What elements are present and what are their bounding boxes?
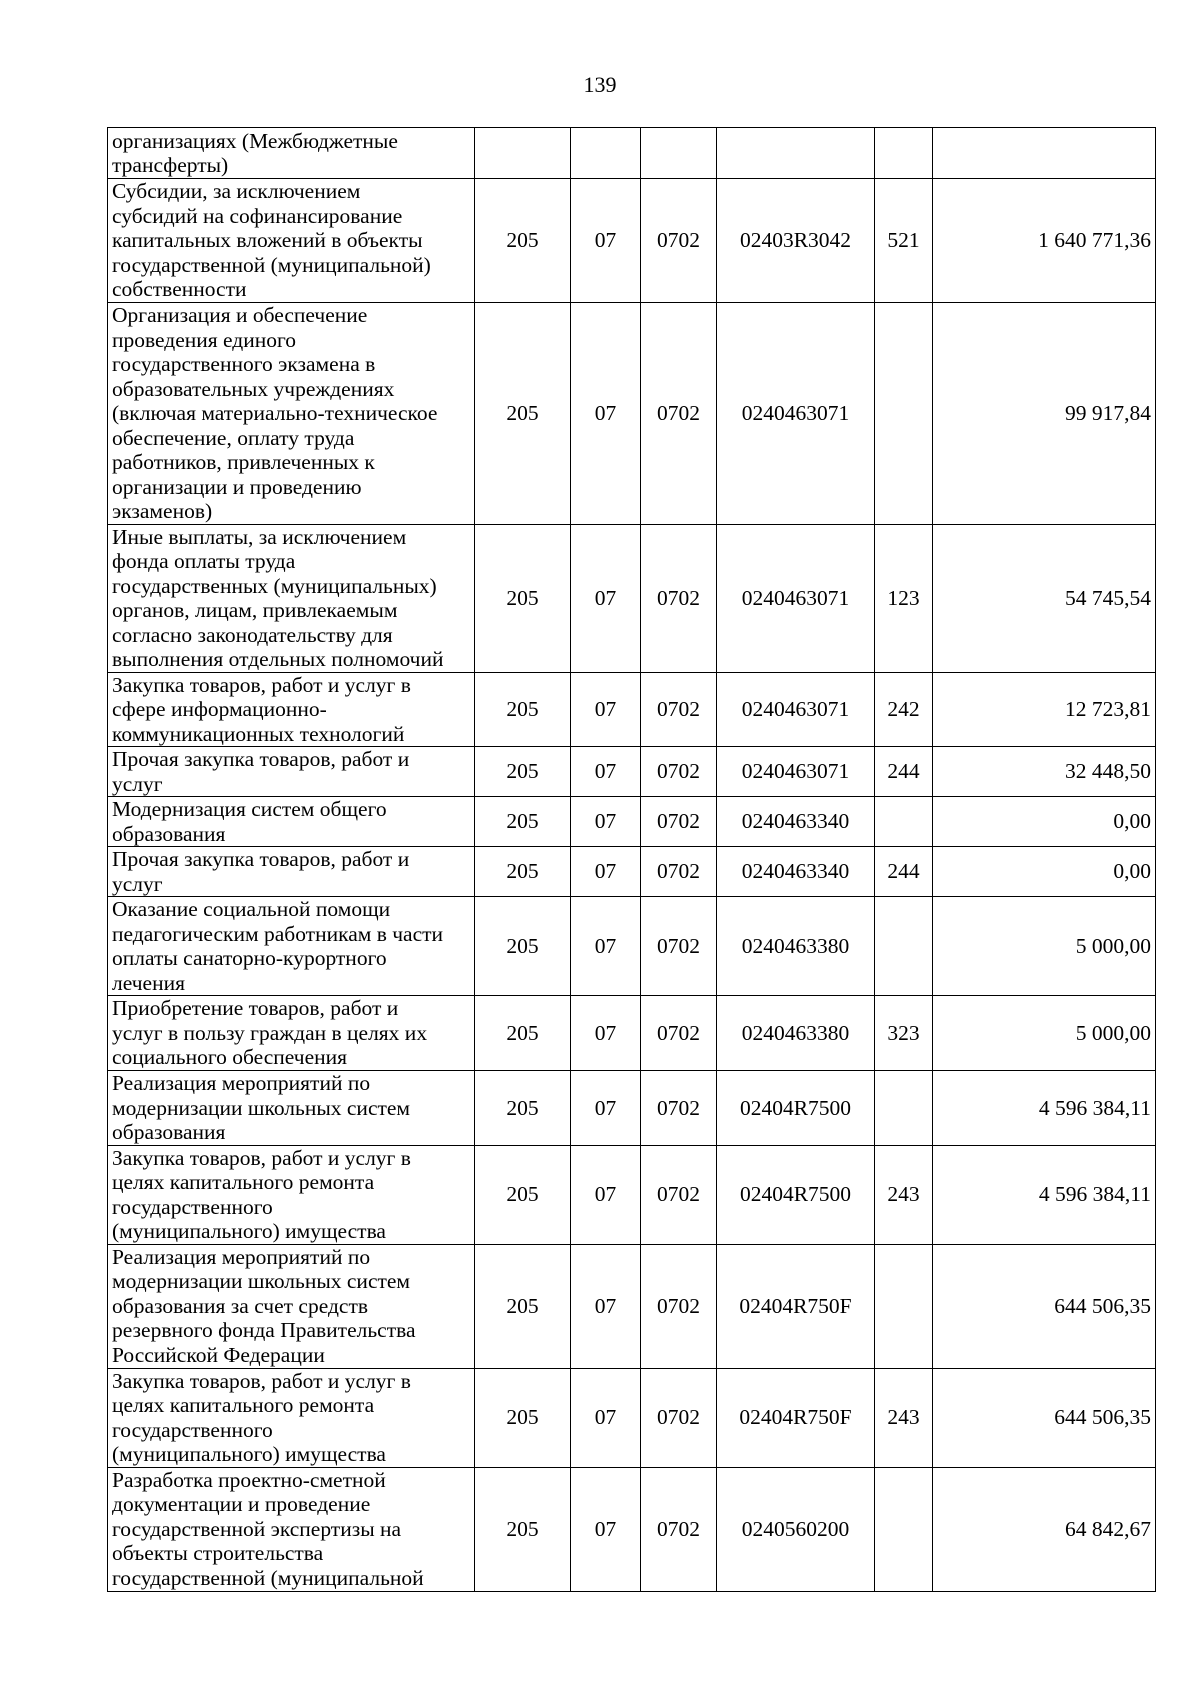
row-vid xyxy=(875,1071,933,1146)
row-section: 07 xyxy=(571,747,641,797)
row-grbs: 205 xyxy=(475,747,571,797)
row-section: 07 xyxy=(571,672,641,747)
row-section: 07 xyxy=(571,897,641,996)
row-vid: 242 xyxy=(875,672,933,747)
row-grbs: 205 xyxy=(475,996,571,1071)
table-row xyxy=(108,1244,1156,1368)
row-subsection: 0702 xyxy=(641,1244,717,1368)
table-row xyxy=(108,524,1156,672)
row-sum: 32 448,50 xyxy=(933,747,1156,797)
table-row xyxy=(108,672,1156,747)
row-section: 07 xyxy=(571,1071,641,1146)
row-vid xyxy=(875,1467,933,1591)
row-target: 02404R750F xyxy=(717,1368,875,1467)
row-name: Модернизация систем общего образования xyxy=(108,797,475,847)
row-subsection: 0702 xyxy=(641,179,717,303)
row-section: 07 xyxy=(571,1244,641,1368)
row-vid: 243 xyxy=(875,1368,933,1467)
row-target: 0240463340 xyxy=(717,847,875,897)
row-name: Закупка товаров, работ и услуг в целях капитального ремонта государственного (муниципального) имущества xyxy=(108,1368,475,1467)
row-section: 07 xyxy=(571,847,641,897)
row-grbs: 205 xyxy=(475,524,571,672)
row-sum: 64 842,67 xyxy=(933,1467,1156,1591)
row-target: 02403R3042 xyxy=(717,179,875,303)
row-subsection: 0702 xyxy=(641,996,717,1071)
row-grbs: 205 xyxy=(475,672,571,747)
row-vid xyxy=(875,1244,933,1368)
row-vid: 244 xyxy=(875,747,933,797)
row-subsection: 0702 xyxy=(641,524,717,672)
row-name: Приобретение товаров, работ и услуг в пользу граждан в целях их социального обеспечения xyxy=(108,996,475,1071)
row-section: 07 xyxy=(571,524,641,672)
row-target: 0240463071 xyxy=(717,524,875,672)
row-vid xyxy=(875,303,933,525)
table-row xyxy=(108,179,1156,303)
row-subsection: 0702 xyxy=(641,672,717,747)
table-row xyxy=(108,1368,1156,1467)
row-sum: 0,00 xyxy=(933,797,1156,847)
row-sum: 4 596 384,11 xyxy=(933,1145,1156,1244)
row-target: 02404R7500 xyxy=(717,1145,875,1244)
table-row xyxy=(108,1071,1156,1146)
table-row xyxy=(108,303,1156,525)
row-subsection: 0702 xyxy=(641,797,717,847)
row-grbs: 205 xyxy=(475,797,571,847)
row-name: Закупка товаров, работ и услуг в целях капитального ремонта государственного (муниципального) имущества xyxy=(108,1145,475,1244)
table-row xyxy=(108,128,1156,179)
row-grbs: 205 xyxy=(475,1145,571,1244)
row-grbs: 205 xyxy=(475,303,571,525)
row-grbs: 205 xyxy=(475,1368,571,1467)
row-grbs: 205 xyxy=(475,897,571,996)
page-number: 139 xyxy=(583,72,617,97)
row-sum: 54 745,54 xyxy=(933,524,1156,672)
row-sum: 644 506,35 xyxy=(933,1368,1156,1467)
row-name: Субсидии, за исключением субсидий на софинансирование капитальных вложений в объекты государственной (муниципальной) собственности xyxy=(108,179,475,303)
row-grbs xyxy=(475,128,571,179)
row-target: 0240463071 xyxy=(717,747,875,797)
row-section xyxy=(571,128,641,179)
row-vid: 123 xyxy=(875,524,933,672)
table-row xyxy=(108,1145,1156,1244)
row-name: Реализация мероприятий по модернизации школьных систем образования за счет средств резервного фонда Правительства Российской Федерации xyxy=(108,1244,475,1368)
row-target: 0240463340 xyxy=(717,797,875,847)
row-grbs: 205 xyxy=(475,1071,571,1146)
row-vid: 521 xyxy=(875,179,933,303)
table-row xyxy=(108,996,1156,1071)
row-grbs: 205 xyxy=(475,179,571,303)
row-sum: 0,00 xyxy=(933,847,1156,897)
row-section: 07 xyxy=(571,797,641,847)
row-name: Организация и обеспечение проведения единого государственного экзамена в образовательных учреждениях (включая материально-техническое обеспечение, оплату труда работников, привлеченных к организации и проведению экзаменов) xyxy=(108,303,475,525)
row-name: Реализация мероприятий по модернизации школьных систем образования xyxy=(108,1071,475,1146)
table-row xyxy=(108,797,1156,847)
row-vid: 243 xyxy=(875,1145,933,1244)
row-subsection: 0702 xyxy=(641,303,717,525)
row-target: 0240463380 xyxy=(717,996,875,1071)
row-subsection: 0702 xyxy=(641,897,717,996)
row-target: 02404R7500 xyxy=(717,1071,875,1146)
row-sum: 4 596 384,11 xyxy=(933,1071,1156,1146)
row-name: организациях (Межбюджетные трансферты) xyxy=(108,128,475,179)
row-target: 0240463380 xyxy=(717,897,875,996)
row-grbs: 205 xyxy=(475,847,571,897)
row-target xyxy=(717,128,875,179)
table-row xyxy=(108,897,1156,996)
row-vid: 323 xyxy=(875,996,933,1071)
row-vid xyxy=(875,897,933,996)
row-section: 07 xyxy=(571,179,641,303)
table-row xyxy=(108,747,1156,797)
row-sum xyxy=(933,128,1156,179)
row-target: 02404R750F xyxy=(717,1244,875,1368)
row-sum: 99 917,84 xyxy=(933,303,1156,525)
row-sum: 644 506,35 xyxy=(933,1244,1156,1368)
row-vid: 244 xyxy=(875,847,933,897)
row-name: Иные выплаты, за исключением фонда оплаты труда государственных (муниципальных) органов, лицам, привлекаемым согласно законодательству для выполнения отдельных полномочий xyxy=(108,524,475,672)
row-target: 0240463071 xyxy=(717,672,875,747)
table-row xyxy=(108,847,1156,897)
row-section: 07 xyxy=(571,1368,641,1467)
row-grbs: 205 xyxy=(475,1244,571,1368)
row-section: 07 xyxy=(571,996,641,1071)
row-section: 07 xyxy=(571,1145,641,1244)
row-subsection xyxy=(641,128,717,179)
row-name: Закупка товаров, работ и услуг в сфере информационно- коммуникационных технологий xyxy=(108,672,475,747)
row-vid xyxy=(875,797,933,847)
row-subsection: 0702 xyxy=(641,1071,717,1146)
row-vid xyxy=(875,128,933,179)
row-name: Разработка проектно-сметной документации и проведение государственной экспертизы на объекты строительства государственной (муниципальной xyxy=(108,1467,475,1591)
row-sum: 1 640 771,36 xyxy=(933,179,1156,303)
table-row xyxy=(108,1467,1156,1591)
row-section: 07 xyxy=(571,303,641,525)
budget-table xyxy=(107,127,1156,1592)
row-subsection: 0702 xyxy=(641,1145,717,1244)
row-name: Прочая закупка товаров, работ и услуг xyxy=(108,747,475,797)
row-subsection: 0702 xyxy=(641,1467,717,1591)
row-name: Оказание социальной помощи педагогическим работникам в части оплаты санаторно-курортного лечения xyxy=(108,897,475,996)
row-sum: 5 000,00 xyxy=(933,996,1156,1071)
row-target: 0240463071 xyxy=(717,303,875,525)
row-sum: 12 723,81 xyxy=(933,672,1156,747)
budget-table-body xyxy=(108,128,1156,1592)
row-sum: 5 000,00 xyxy=(933,897,1156,996)
row-grbs: 205 xyxy=(475,1467,571,1591)
row-subsection: 0702 xyxy=(641,1368,717,1467)
row-subsection: 0702 xyxy=(641,747,717,797)
row-target: 0240560200 xyxy=(717,1467,875,1591)
row-name: Прочая закупка товаров, работ и услуг xyxy=(108,847,475,897)
row-subsection: 0702 xyxy=(641,847,717,897)
row-section: 07 xyxy=(571,1467,641,1591)
